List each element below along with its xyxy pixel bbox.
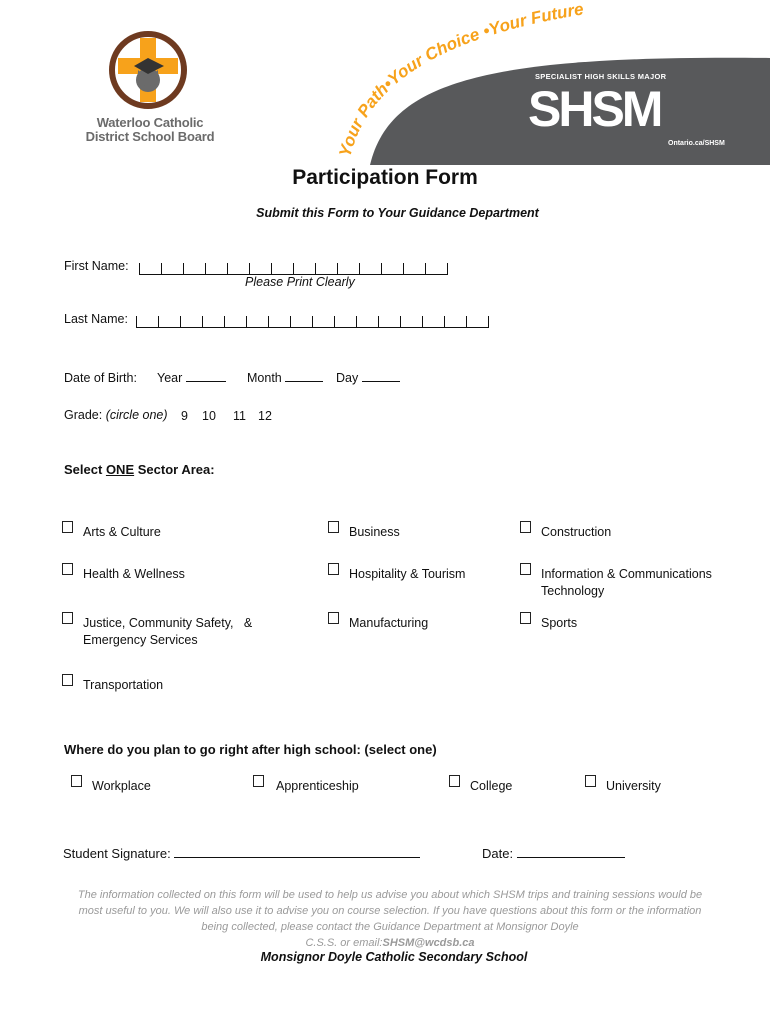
option-justice [83, 615, 252, 649]
option-health-wellness: Health & Wellness [83, 567, 185, 581]
contact-email[interactable]: SHSM@wcdsb.ca [382, 937, 475, 949]
signature-row [63, 846, 420, 861]
plan-question: Where do you plan to go right after high school: (select one) [64, 742, 437, 757]
privacy-line4 [60, 935, 720, 951]
privacy-line3: being collected, please contact the Guidance Department at Monsignor Doyle [201, 921, 579, 933]
checkbox-manufacturing[interactable] [328, 612, 339, 624]
option-arts-culture: Arts & Culture [83, 525, 161, 539]
checkbox-college[interactable] [449, 775, 460, 787]
board-crest-icon [108, 30, 188, 110]
board-name-line1: Waterloo Catholic [96, 115, 204, 130]
day-field[interactable] [362, 371, 400, 382]
form-title: Participation Form [292, 166, 478, 189]
banner-slogan: Your Path•Your Choice •Your Future [335, 0, 585, 159]
year-label: Year [157, 371, 183, 385]
banner-small-text: SPECIALIST HIGH SKILLS MAJOR [535, 72, 667, 81]
date-row [482, 846, 625, 861]
shsm-banner [330, 0, 770, 165]
option-construction: Construction [541, 525, 612, 539]
dob-label: Date of Birth: [64, 371, 137, 385]
option-manufacturing: Manufacturing [349, 616, 429, 630]
checkbox-business[interactable] [328, 521, 339, 533]
grade-12[interactable]: 12 [258, 409, 272, 423]
checkbox-apprenticeship[interactable] [253, 775, 264, 787]
board-name-line2: District School Board [85, 129, 215, 144]
option-apprenticeship: Apprenticeship [276, 779, 359, 793]
form-subtitle: Submit this Form to Your Guidance Department [256, 206, 539, 220]
checkbox-sports[interactable] [520, 612, 531, 624]
signature-field[interactable] [174, 847, 420, 858]
checkbox-health-wellness[interactable] [62, 563, 73, 575]
privacy-line4-prefix: C.S.S. or email: [305, 937, 383, 949]
sector-heading [64, 462, 215, 477]
option-university: University [606, 779, 661, 793]
checkbox-university[interactable] [585, 775, 596, 787]
option-ict-line2: Technology [541, 584, 605, 598]
grade-9[interactable]: 9 [181, 409, 188, 423]
checkbox-transportation[interactable] [62, 674, 73, 686]
option-transportation: Transportation [83, 678, 164, 692]
month-field[interactable] [285, 371, 323, 382]
grade-10[interactable]: 10 [202, 409, 216, 423]
option-business: Business [349, 525, 400, 539]
print-clearly-note: Please Print Clearly [245, 275, 355, 289]
grade-label: Grade: [64, 408, 103, 422]
grade-hint: (circle one) [105, 408, 168, 422]
date-field[interactable] [517, 847, 625, 858]
checkbox-hospitality-tourism[interactable] [328, 563, 339, 575]
checkbox-workplace[interactable] [71, 775, 82, 787]
board-logo [108, 30, 188, 110]
last-name-boxes[interactable] [136, 310, 489, 328]
privacy-line2: most useful to you. We will also use it to advise you on course selection. If you have questions about this form or the information [78, 905, 702, 917]
option-workplace: Workplace [92, 779, 151, 793]
last-name-label: Last Name: [64, 312, 128, 326]
dob-year [157, 371, 226, 385]
option-justice-line1: Justice, Community Safety, & [83, 616, 253, 630]
checkbox-ict[interactable] [520, 563, 531, 575]
first-name-label: First Name: [64, 259, 129, 273]
privacy-notice [60, 887, 720, 951]
option-sports: Sports [541, 616, 578, 630]
first-name-boxes[interactable] [139, 257, 448, 275]
dob-month [247, 371, 323, 385]
dob-day [336, 371, 400, 385]
school-name: Monsignor Doyle Catholic Secondary School [260, 950, 528, 964]
option-college: College [470, 779, 513, 793]
option-ict-line1: Information & Communications [541, 567, 712, 581]
signature-label: Student Signature: [63, 846, 171, 861]
banner-url: Ontario.ca/SHSM [668, 140, 725, 147]
banner-brand: SHSM [528, 81, 661, 137]
board-name [70, 116, 230, 144]
option-ict [541, 566, 712, 600]
checkbox-construction[interactable] [520, 521, 531, 533]
option-hospitality-tourism: Hospitality & Tourism [349, 567, 466, 581]
date-label: Date: [482, 846, 514, 861]
option-justice-line2: Emergency Services [83, 633, 198, 647]
day-label: Day [336, 371, 359, 385]
grade-11[interactable]: 11 [233, 409, 246, 423]
last-name-row [64, 310, 489, 328]
first-name-row [64, 257, 448, 275]
year-field[interactable] [186, 371, 226, 382]
checkbox-justice[interactable] [62, 612, 73, 624]
sector-suffix: Sector Area: [137, 462, 215, 477]
month-label: Month [247, 371, 282, 385]
sector-prefix: Select [64, 462, 103, 477]
privacy-line1: The information collected on this form will be used to help us advise you about which SHSM trips and training sessions would be [77, 889, 703, 901]
grade-row [64, 408, 168, 422]
checkbox-arts-culture[interactable] [62, 521, 73, 533]
sector-emph: ONE [105, 462, 135, 477]
